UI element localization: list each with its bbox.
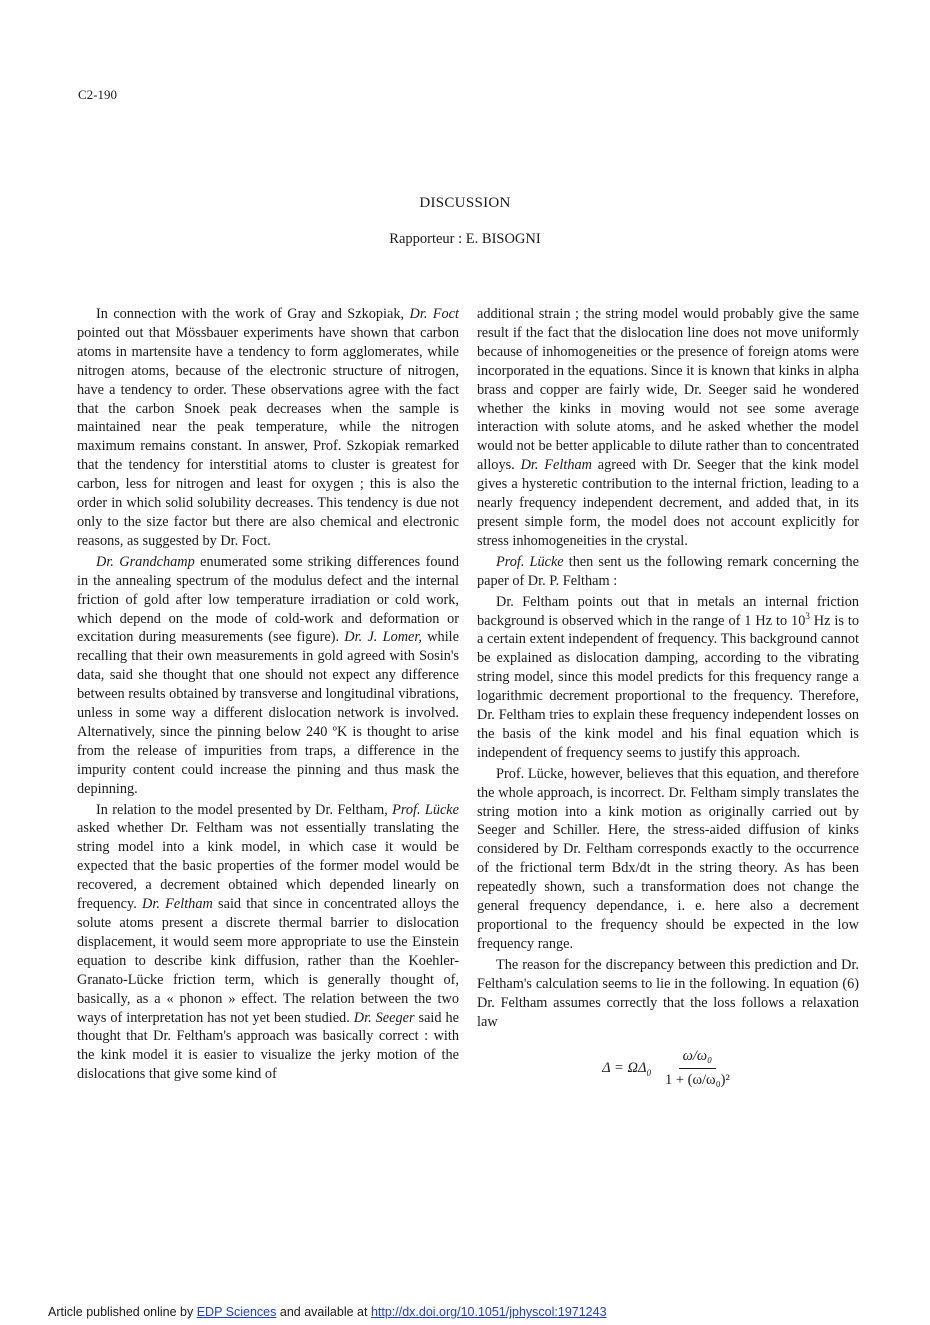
paragraph-text: while recalling that their own measurements in gold agreed with Sosin's data, said she thought that one should not expect any difference between results obtained by transverse and longitudinal vibrations, unless in some way a different dislocation network is involved. Alternatively, since the pinning below 240 ºK is thought to arise from the release of impurities from traps, a difference in the impurity content could increase the pinning and thus mask the depinning. [77, 629, 459, 797]
publisher-link[interactable]: EDP Sciences [196, 1305, 277, 1319]
formula-lhs-text: Δ = ΩΔ [602, 1060, 647, 1077]
paragraph-text: asked whether Dr. Feltham was not essentially translating the string model into a kink model, in which case it would be expected that the basic properties of the former model would be recovered, a decrement obtained which depended linearly on frequency. [77, 820, 459, 913]
formula-fraction [661, 1047, 734, 1090]
paragraph: The reason for the discrepancy between this prediction and Dr. Feltham's calculation seems to lie in the following. In equation (6) Dr. Feltham assumes correctly that the loss follows a relaxation law [477, 956, 859, 1030]
paragraph-text: enumerated some striking differences found in the annealing spectrum of the modulus defect and the internal friction of gold after low temperature irradiation or cold work, which depend on the mode of cold-work and deformation or excitation during measurements (see figure). [77, 553, 459, 646]
paragraph [477, 305, 859, 551]
left-column [77, 305, 459, 1086]
paragraph-text: then sent us the following remark concerning the paper of Dr. P. Feltham : [477, 553, 859, 589]
speaker-name: Dr. Grandchamp [96, 553, 195, 570]
relaxation-formula [477, 1047, 859, 1090]
paragraph [77, 305, 459, 551]
speaker-name: Dr. Feltham [142, 896, 213, 913]
paragraph-text: In relation to the model presented by Dr. Feltham, [96, 801, 388, 818]
paragraph [477, 553, 859, 591]
paragraph-text: Dr. Feltham points out that in metals an internal friction background is observed which in the range of 1 Hz to 10 [477, 593, 859, 629]
superscript: 3 [805, 610, 810, 621]
paragraph-text: Hz is to a certain extent independent of frequency. This background cannot be explained as dislocation damping, according to the vibrating string model, since this model predicts for this frequency range a logarithmic decrement proportional to the frequency. Therefore, Dr. Feltham tries to explain these frequency independent losses on the basis of the kink model and his final equation which is independent of frequency seems to justify this approach. [477, 612, 859, 761]
page-number: C2-190 [78, 87, 117, 102]
formula-denominator: 1 + (ω/ω₀)² [664, 1072, 730, 1089]
paragraph: Prof. Lücke, however, believes that this equation, and therefore the whole approach, is incorrect. Dr. Feltham simply translates the string motion into a kink motion as originally carried out by Seeger and Schiller. Here, the stress-aided diffusion of kinks considered by Dr. Feltham corresponds exactly to the occurrence of the frictional term Bdx/dt in the string theory. As has been repeatedly shown, such a transformation does not change the general frequency dependance, i. e. here also a decrement proportional to the frequency should be expected in the low frequency range. [477, 765, 859, 952]
right-column [477, 305, 859, 1090]
formula-subscript: 0 [646, 1068, 651, 1079]
paragraph-text: In connection with the work of Gray and Szkopiak, [96, 306, 405, 322]
paragraph-text: said that since in concentrated alloys the solute atoms present a discrete thermal barrier to dislocation displacement, it would seem more appropriate to use the Einstein equation to describe kink diffusion, rather than the Koehler-Granato-Lücke friction term, which is generally thought of, basically, as a « phonon » effect. The relation between the two ways of interpretation has not yet been studied. [77, 896, 459, 1026]
publication-footer [48, 1305, 607, 1319]
paragraph-text: said he thought that Dr. Feltham's approach was basically correct : with the kink model it is easier to visualize the jerky motion of the dislocations that give some kind of [77, 1009, 459, 1083]
speaker-name: Prof. Lücke [496, 553, 564, 570]
paragraph [77, 553, 459, 799]
doi-link[interactable]: http://dx.doi.org/10.1051/jphyscol:1971243 [370, 1305, 607, 1319]
paragraph [477, 593, 859, 763]
footer-text: Article published online by [48, 1305, 194, 1319]
footer-text: and available at [279, 1305, 368, 1319]
rapporteur-line: Rapporteur : E. BISOGNI [389, 231, 541, 247]
speaker-name: Dr. Foct [409, 306, 460, 322]
speaker-name: Dr. Feltham [520, 457, 592, 474]
formula-numerator: ω/ω₀ [679, 1047, 717, 1069]
speaker-name: Dr. J. Lomer, [344, 629, 422, 646]
speaker-name: Dr. Seeger [353, 1009, 415, 1026]
paragraph-text: additional strain ; the string model would probably give the same result if the fact that the dislocation line does not move uniformly because of inhomogeneities or the presence of foreign atoms were incorporated in the equations. Since it is known that kinks in alpha brass and copper are fairly wide, Dr. Seeger said he wondered whether the kinks in moving would not see some average interaction with solute atoms, and he asked whether the model would not be better applicable to dilute rather than to concentrated alloys. [477, 306, 859, 474]
paragraph-text: agreed with Dr. Seeger that the kink model gives a hysteretic contribution to the internal friction, leading to a nearly frequency independent decrement, and added that, in its present simple form, the model does not account explicitly for stress inhomogeneities in the crystal. [477, 457, 860, 549]
paragraph-text: pointed out that Mössbauer experiments have shown that carbon atoms in martensite have a tendency to form agglomerates, while nitrogen atoms, because of the electronic structure of nitrogen, have a tendency to order. These observations agree with the fact that the carbon Snoek peak decreases when the sample is maintained near the peak temperature, while the nitrogen maximum remains constant. In answer, Prof. Szkopiak remarked that the tendency for interstitial atoms to cluster is greatest for carbon, less for nitrogen and least for oxygen ; this is also the order in which solid solubility decreases. This tendency is due not only to the size factor but there are also chemical and electronic reasons, as suggested by Dr. Foct. [77, 324, 459, 549]
speaker-name: Prof. Lücke [392, 801, 460, 818]
section-title: DISCUSSION [419, 195, 511, 211]
paragraph [77, 801, 459, 1085]
formula-lhs [602, 1059, 651, 1078]
